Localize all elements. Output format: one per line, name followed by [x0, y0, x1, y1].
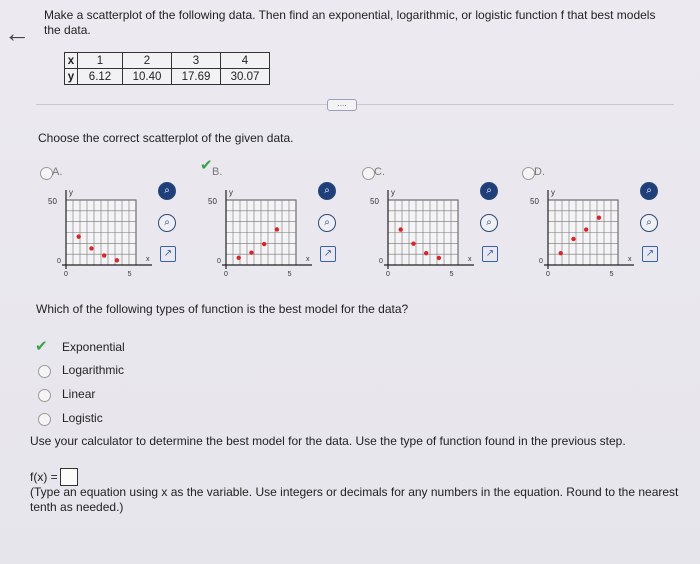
scatter-point [571, 237, 575, 241]
zoom-out-icon[interactable]: ⌕ [318, 214, 336, 232]
function-option-label: Logistic [62, 411, 103, 425]
check-icon: ✔ [35, 338, 48, 355]
table-cell: 4 [221, 53, 270, 69]
scatter-option-d[interactable] [518, 160, 678, 290]
instructions-note: (Type an equation using x as the variable. Use integers or decimals for any numbers in the equation. Round to the nearest tenth as needed.) [30, 485, 679, 514]
calculator-prompt: Use your calculator to determine the best model for the data. Use the type of function found in the previous step. [30, 434, 626, 448]
x-origin-label: 0 [546, 271, 550, 278]
scatter-point [411, 242, 415, 246]
table-cell: 6.12 [78, 69, 123, 85]
popout-icon[interactable]: ↗ [160, 246, 176, 262]
y-tick-label: 50 [530, 197, 539, 206]
scatter-point [89, 246, 93, 250]
table-cell: 17.69 [172, 69, 221, 85]
radio-button[interactable] [38, 389, 51, 402]
zoom-out-icon[interactable]: ⌕ [640, 214, 658, 232]
x-axis-label: x [146, 256, 150, 263]
scatter-option-a[interactable] [36, 160, 196, 290]
y-axis-label: y [551, 188, 555, 197]
table-y-label: y [65, 69, 78, 85]
fx-label: f(x) = [30, 470, 58, 484]
y-axis-label: y [69, 188, 73, 197]
x-axis-label: x [628, 256, 632, 263]
scatter-point [597, 216, 601, 220]
x-tick-label: 5 [449, 271, 454, 278]
scatter-point [584, 227, 588, 231]
zoom-out-icon[interactable]: ⌕ [158, 214, 176, 232]
scatterplot-graph [518, 186, 668, 286]
table-cell: 10.40 [123, 69, 172, 85]
scatter-point [262, 242, 266, 246]
scatter-option-c[interactable] [358, 160, 518, 290]
table-cell: 3 [172, 53, 221, 69]
scatter-point [559, 251, 563, 255]
popout-icon[interactable]: ↗ [320, 246, 336, 262]
scatter-point [275, 227, 279, 231]
scatter-option-label: C. [374, 166, 385, 178]
scatter-option-label: A. [52, 166, 63, 178]
scatterplot-graph [36, 186, 186, 286]
more-button[interactable]: .... [327, 99, 357, 111]
y-axis-label: y [229, 188, 233, 197]
scatter-point [437, 256, 441, 260]
y-origin-label: 0 [217, 258, 221, 265]
table-cell: 1 [78, 53, 123, 69]
zoom-in-icon[interactable]: ⌕ [318, 182, 336, 200]
answer-input[interactable] [60, 468, 78, 486]
popout-icon[interactable]: ↗ [482, 246, 498, 262]
function-option-label: Logarithmic [62, 363, 125, 377]
scatter-option-label: B. [212, 166, 223, 178]
scatterplot-graph [196, 186, 346, 286]
x-tick-label: 5 [127, 271, 132, 278]
table-cell: 2 [123, 53, 172, 69]
x-tick-label: 5 [287, 271, 292, 278]
scatter-point [399, 227, 403, 231]
zoom-in-icon[interactable]: ⌕ [158, 182, 176, 200]
popout-icon[interactable]: ↗ [642, 246, 658, 262]
scatter-point [77, 234, 81, 238]
scatter-point [249, 251, 253, 255]
data-table [64, 52, 270, 85]
zoom-in-icon[interactable]: ⌕ [480, 182, 498, 200]
x-axis-label: x [306, 256, 310, 263]
function-prompt: Which of the following types of function is the best model for the data? [36, 302, 409, 316]
scatter-point [237, 256, 241, 260]
y-tick-label: 50 [48, 197, 57, 206]
y-tick-label: 50 [208, 197, 217, 206]
table-cell: 30.07 [221, 69, 270, 85]
x-origin-label: 0 [386, 271, 390, 278]
scatter-prompt: Choose the correct scatterplot of the given data. [38, 131, 294, 145]
radio-button[interactable] [38, 365, 51, 378]
scatter-option-b[interactable] [196, 157, 356, 290]
function-option-label: Linear [62, 387, 96, 401]
x-axis-label: x [468, 256, 472, 263]
zoom-out-icon[interactable]: ⌕ [480, 214, 498, 232]
function-option-label: Exponential [62, 340, 125, 354]
scatter-point [115, 258, 119, 262]
scatter-option-label: D. [534, 166, 545, 178]
y-tick-label: 50 [370, 197, 379, 206]
table-x-label: x [65, 53, 78, 69]
radio-button[interactable] [38, 413, 51, 426]
x-origin-label: 0 [64, 271, 68, 278]
check-icon: ✔ [200, 157, 213, 174]
y-origin-label: 0 [57, 258, 61, 265]
x-tick-label: 5 [609, 271, 614, 278]
back-arrow-icon[interactable]: ← [4, 18, 30, 48]
x-origin-label: 0 [224, 271, 228, 278]
y-origin-label: 0 [379, 258, 383, 265]
y-axis-label: y [391, 188, 395, 197]
scatter-point [424, 251, 428, 255]
scatterplot-graph [358, 186, 508, 286]
scatter-point [102, 253, 106, 257]
y-origin-label: 0 [539, 258, 543, 265]
question-text: Make a scatterplot of the following data. Then find an exponential, logarithmic, or logistic function f that best models the data. [44, 8, 656, 37]
zoom-in-icon[interactable]: ⌕ [640, 182, 658, 200]
